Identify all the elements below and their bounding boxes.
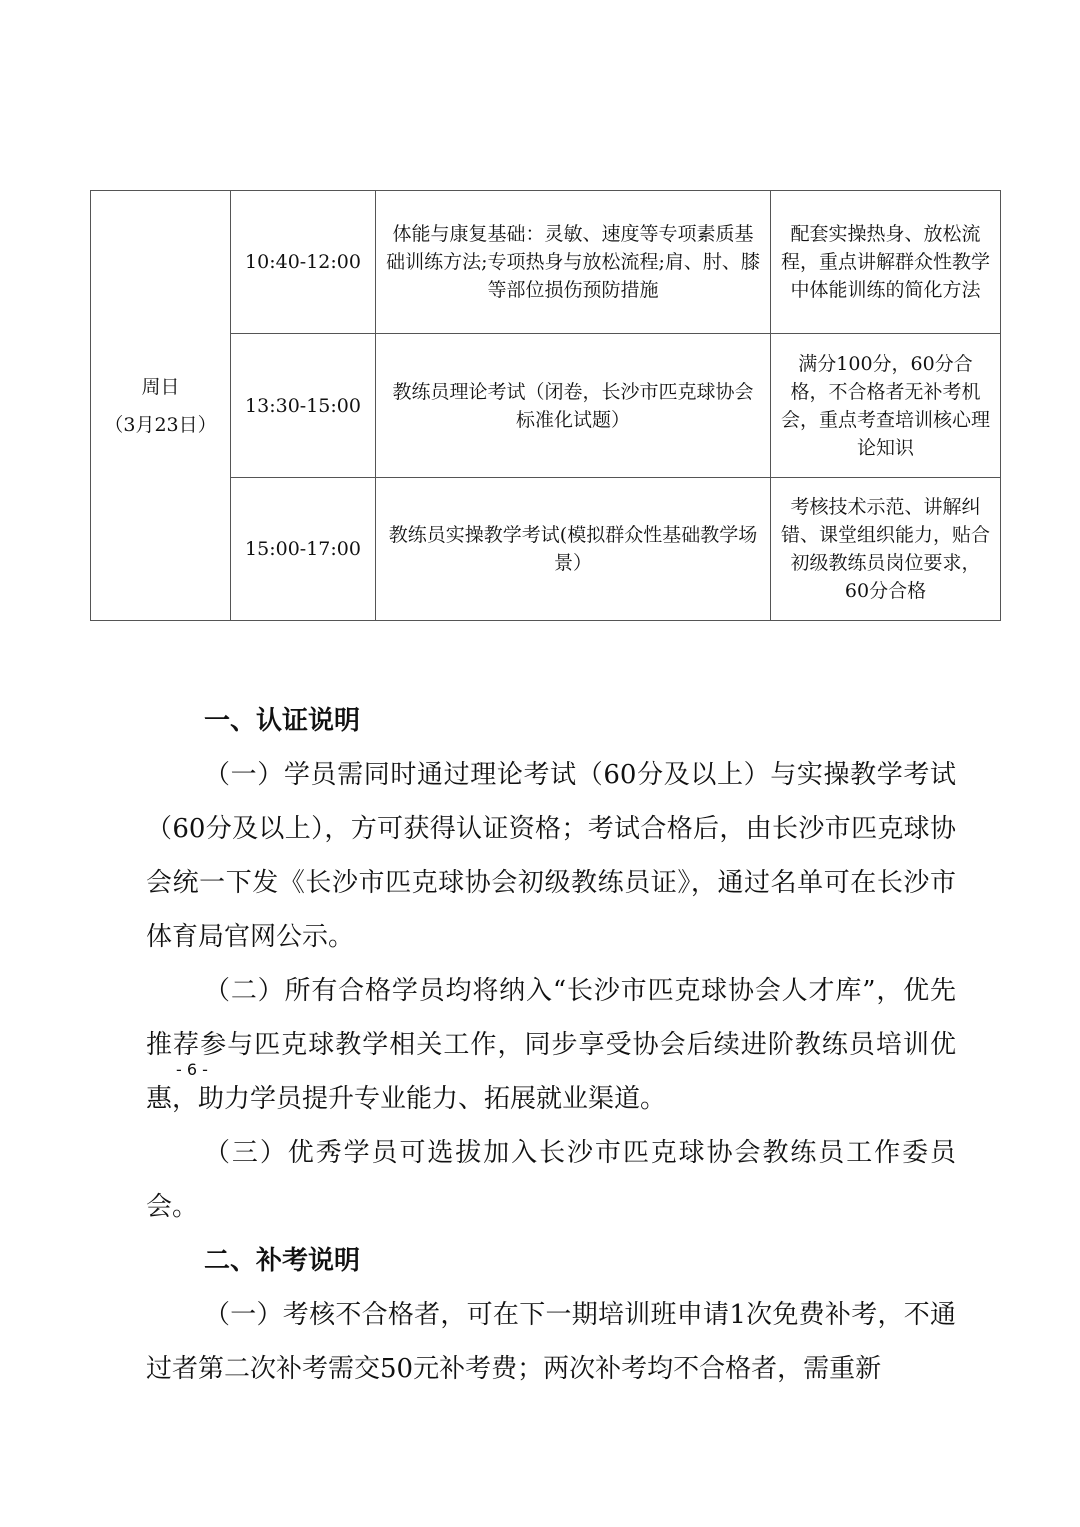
day-cell — [91, 191, 231, 621]
day-date: （3月23日） — [104, 413, 217, 436]
content-cell: 教练员理论考试（闭卷，长沙市匹克球协会标准化试题） — [376, 334, 771, 478]
certification-section — [146, 694, 956, 1396]
time-cell: 13:30-15:00 — [231, 334, 376, 478]
paragraph: （三）优秀学员可选拔加入长沙市匹克球协会教练员工作委员会。 — [146, 1138, 956, 1222]
section-heading: 二、补考说明 — [204, 1246, 361, 1276]
note-cell: 考核技术示范、讲解纠错、课堂组织能力，贴合初级教练员岗位要求，60分合格 — [771, 478, 1001, 621]
time-cell: 10:40-12:00 — [231, 191, 376, 334]
note-cell: 满分100分，60分合格，不合格者无补考机会，重点考查培训核心理论知识 — [771, 334, 1001, 478]
paragraph: （一）学员需同时通过理论考试（60分及以上）与实操教学考试（60分及以上），方可获得认证资格；考试合格后，由长沙市匹克球协会统一下发《长沙市匹克球协会初级教练员证》，通过名单可在长沙市体育局官网公示。 — [146, 760, 956, 952]
paragraph: （二）所有合格学员均将纳入“长沙市匹克球协会人才库”，优先推荐参与匹克球教学相关工作，同步享受协会后续进阶教练员培训优惠，助力学员提升专业能力、拓展就业渠道。 — [146, 976, 956, 1114]
time-cell: 15:00-17:00 — [231, 478, 376, 621]
section-heading: 一、认证说明 — [204, 706, 361, 736]
schedule-table — [90, 190, 1001, 621]
page-number: - 6 - — [176, 1060, 208, 1079]
day-label: 周日 — [141, 375, 180, 398]
table-row — [91, 191, 1001, 334]
paragraph: （一）考核不合格者，可在下一期培训班申请1次免费补考，不通过者第二次补考需交50元补考费；两次补考均不合格者，需重新 — [146, 1300, 956, 1384]
content-cell: 体能与康复基础：灵敏、速度等专项素质基础训练方法;专项热身与放松流程;肩、肘、膝等部位损伤预防措施 — [376, 191, 771, 334]
content-cell: 教练员实操教学考试(模拟群众性基础教学场景） — [376, 478, 771, 621]
note-cell: 配套实操热身、放松流程，重点讲解群众性教学中体能训练的简化方法 — [771, 191, 1001, 334]
